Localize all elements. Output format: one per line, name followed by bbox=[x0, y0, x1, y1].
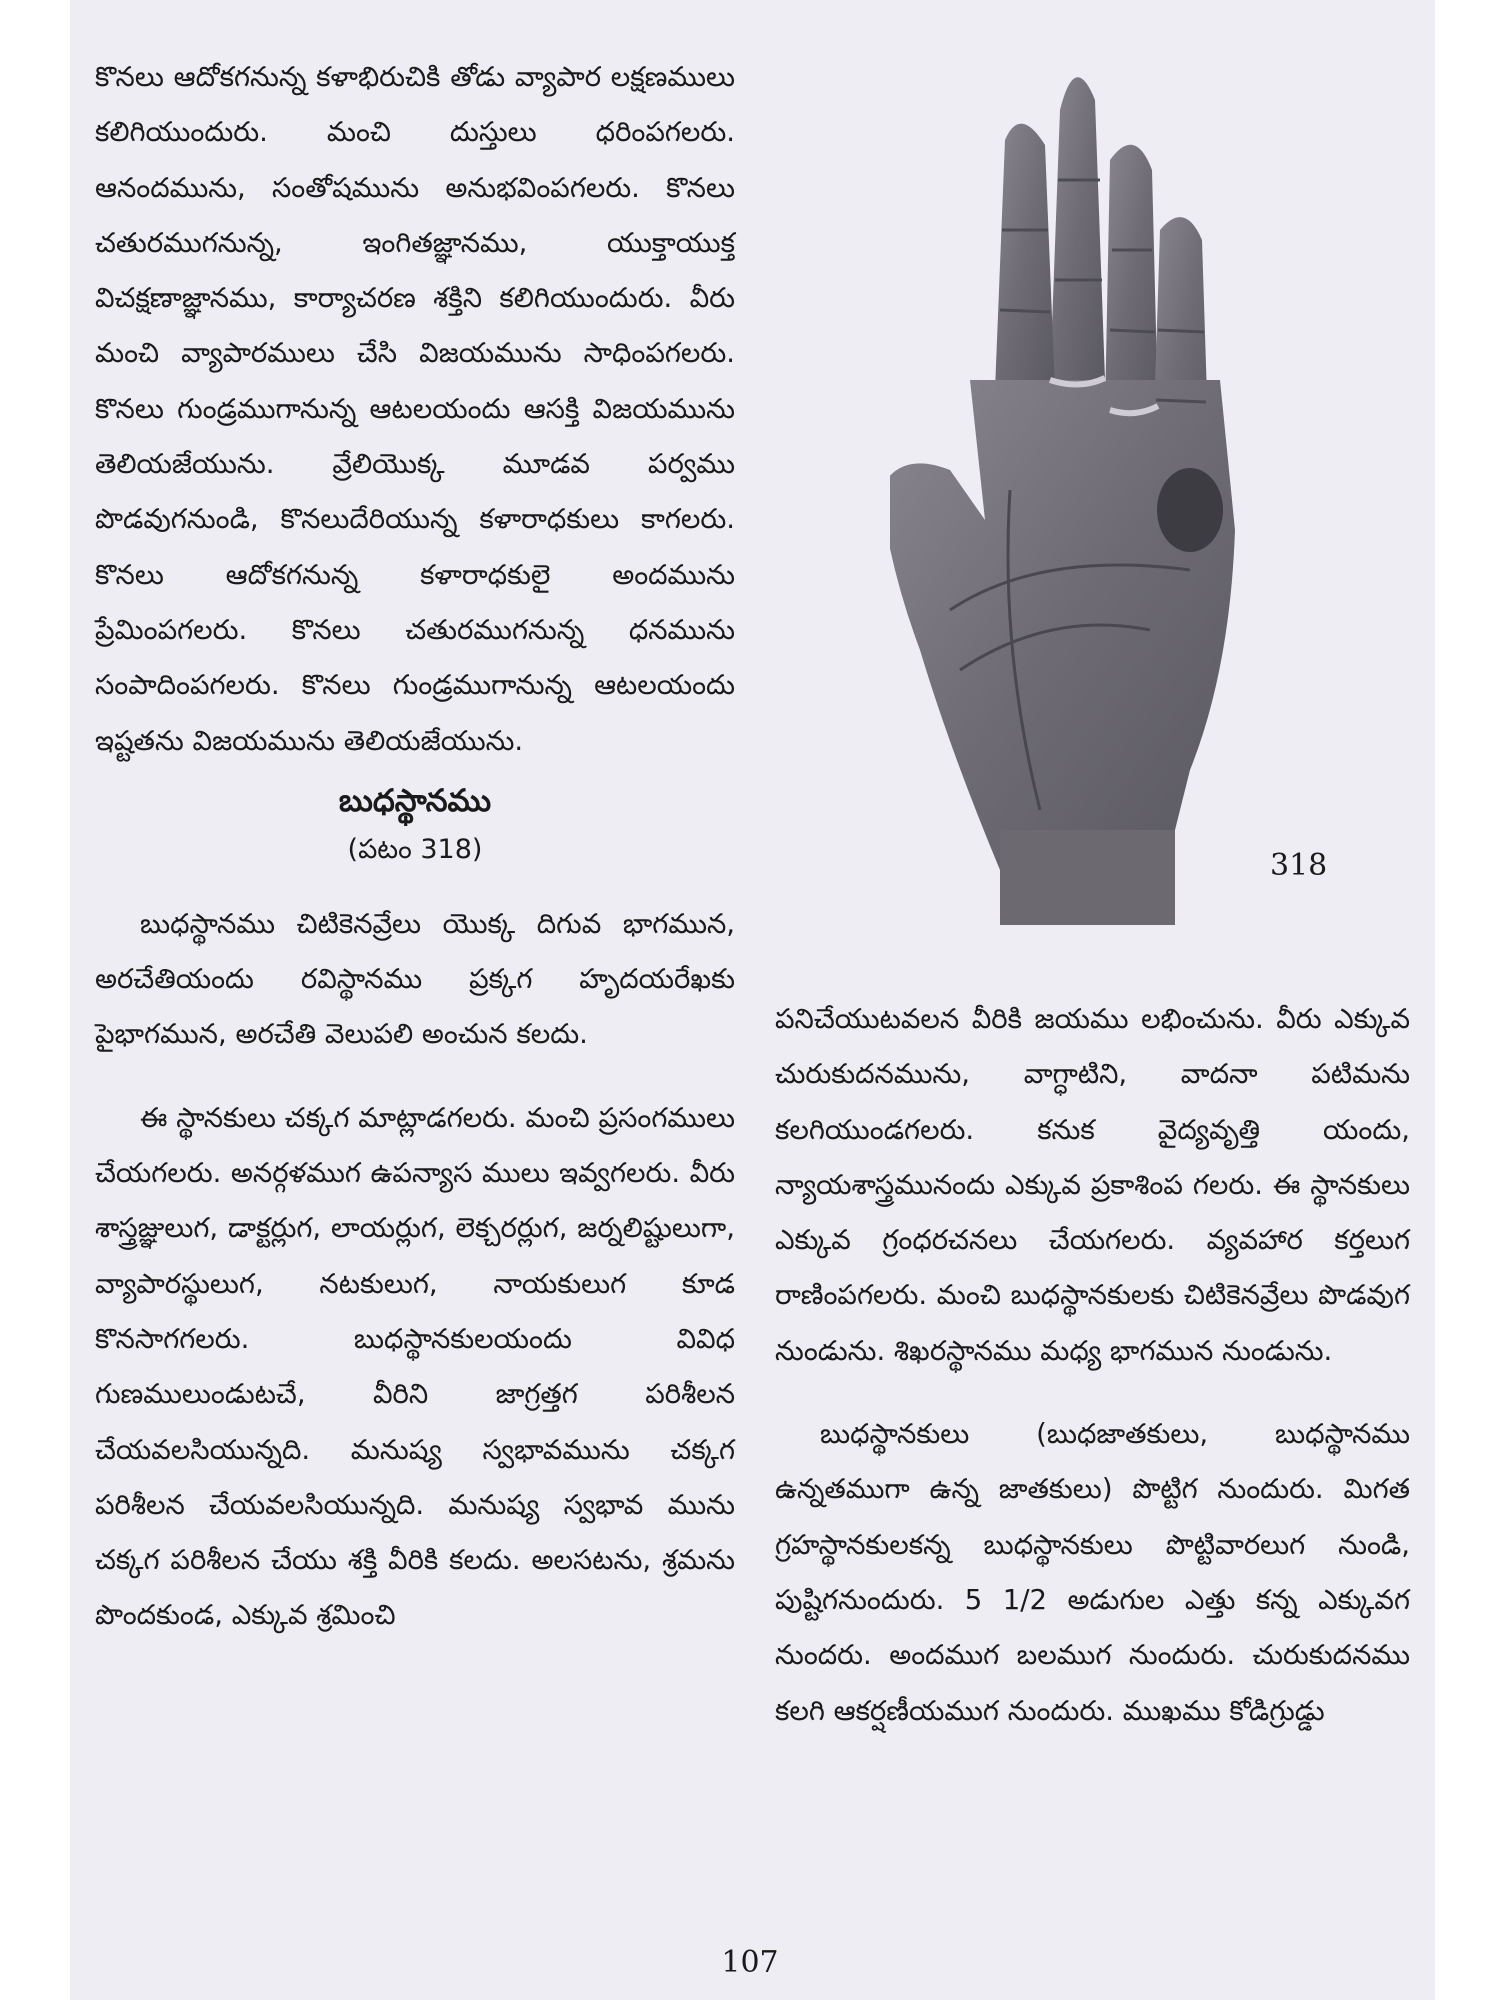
paragraph: బుధస్థానము చిటికెనవ్రేలు యొక్క దిగువ భాగమున, అరచేతియందు రవిస్థానము ప్రక్కగ హృదయరేఖకు పైభాగమున, అరచేతి వెలుపలి అంచున కలదు. bbox=[95, 907, 735, 1051]
paragraph: ఈ స్థానకులు చక్కగ మాట్లాడగలరు. మంచి ప్రసంగములు చేయగలరు. అనర్గళముగ ఉపన్యాస ములు ఇవ్వగలరు. వీరు శాస్త్రజ్ఞులుగ, డాక్టర్లుగ, లాయర్లుగ, లెక్చరర్లుగ, జర్నలిష్టులుగా, వ్యాపారస్థులుగ, నటకులుగ, నాయకులుగ కూడ కొనసాగగలరు. బుధస్థానకులయందు వివిధ గుణములుండుటచే, వీరిని జాగ్రత్తగ పరిశీలన చేయవలసియున్నది. మనుష్య స్వభావమును చక్కగ పరిశీలన చేయవలసియున్నది. మనుష్య స్వభావ మును చక్కగ పరిశీలన చేయు శక్తి వీరికి కలదు. అలసటను, శ్రమను పొందకుండ, ఎక్కువ శ్రమించి bbox=[95, 1101, 735, 1632]
figure-number: 318 bbox=[1270, 848, 1328, 883]
paragraph: పనిచేయుటవలన వీరికి జయము లభించును. వీరు ఎక్కువ చురుకుదనమును, వాగ్ధాటిని, వాదనా పటిమను కలగియుండగలరు. కనుక వైద్యవృత్తి యందు, న్యాయశాస్త్రమునందు ఎక్కువ ప్రకాశింప గలరు. ఈ స్థానకులు ఎక్కువ గ్రంధరచనలు చేయగలరు. వ్యవహార కర్తలుగ రాణింపగలరు. మంచి బుధస్థానకులకు చిటికెనవ్రేలు పొడవుగ నుండును. శిఖరస్థానము మధ్య భాగమున నుండును. bbox=[775, 1003, 1410, 1367]
paragraph: బుధస్థానకులు (బుధజాతకులు, బుధస్థానము ఉన్నతముగా ఉన్న జాతకులు) పొట్టిగ నుందురు. మిగత గ్రహస్థానకులకన్న బుధస్థానకులు పొట్టివారలుగ నుండి, పుష్టిగనుందురు. 5 1/2 అడుగుల ఎత్తు కన్న ఎక్కువగ నుందరు. అందముగ బలముగ నుందురు. చురుకుదనము కలగి ఆకర్షణీయముగ నుందురు. ముఖము కోడిగ్రుడ్డు bbox=[775, 1418, 1410, 1727]
palm-hand-figure bbox=[890, 50, 1290, 925]
left-column bbox=[95, 50, 735, 1644]
section-heading: బుధస్థానము bbox=[338, 782, 492, 819]
palm-hand-icon bbox=[890, 50, 1290, 925]
paragraph: కొనలు ఆదోకగనున్న కళాభిరుచికి తోడు వ్యాపార లక్షణములు కలిగియుందురు. మంచి దుస్తులు ధరింపగలరు. ఆనందమును, సంతోషమును అనుభవింపగలరు. కొనలు చతురముగనున్న, ఇంగితజ్ఞానము, యుక్తాయుక్త విచక్షణాజ్ఞానము, కార్యాచరణ శక్తిని కలిగియుందురు. వీరు మంచి వ్యాపారములు చేసి విజయమును సాధింపగలరు. కొనలు గుండ్రముగానున్న ఆటలయందు ఆసక్తి విజయమును తెలియజేయును. వ్రేలియొక్క మూడవ పర్వము పొడవుగనుండి, కొనలుదేరియున్న కళారాధకులు కాగలరు. కొనలు ఆదోకగనున్న కళారాధకులై అందమును ప్రేమింపగలరు. కొనలు చతురముగనున్న ధనమును సంపాదింపగలరు. కొనలు గుండ్రముగానున్న ఆటలయందు ఇష్టతను విజయమును తెలియజేయును. bbox=[95, 61, 735, 757]
show-through-text bbox=[775, 50, 885, 950]
right-column bbox=[775, 992, 1410, 1739]
section-subheading: (పటం 318) bbox=[347, 833, 483, 865]
page-number: 107 bbox=[721, 1945, 779, 1980]
